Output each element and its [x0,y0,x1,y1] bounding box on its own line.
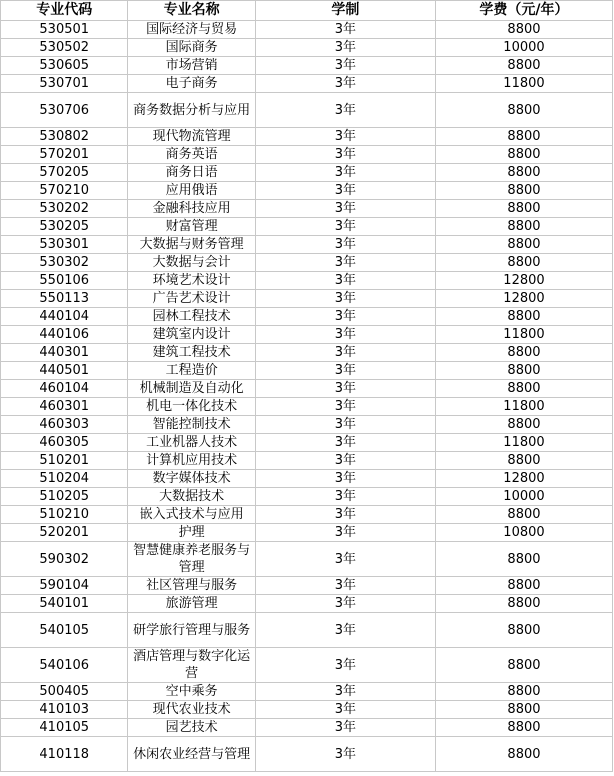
cell-duration: 3年 [255,613,435,648]
table-row [1,326,613,344]
cell-duration: 3年 [255,146,435,164]
cell-tuition: 8800 [435,701,612,719]
cell-major: 智慧健康养老服务与管理 [128,542,255,577]
cell-tuition: 8800 [435,128,612,146]
cell-duration: 3年 [255,236,435,254]
cell-tuition: 8800 [435,146,612,164]
table-row [1,577,613,595]
cell-major: 大数据技术 [128,488,255,506]
cell-tuition: 8800 [435,21,612,39]
cell-duration: 3年 [255,308,435,326]
cell-code: 530802 [1,128,128,146]
table-row [1,146,613,164]
cell-duration: 3年 [255,218,435,236]
cell-duration: 3年 [255,75,435,93]
cell-duration: 3年 [255,488,435,506]
cell-code: 510201 [1,452,128,470]
cell-code: 540101 [1,595,128,613]
cell-major: 机械制造及自动化 [128,380,255,398]
cell-code: 530701 [1,75,128,93]
cell-code: 530302 [1,254,128,272]
table-row [1,93,613,128]
cell-code: 520201 [1,524,128,542]
cell-duration: 3年 [255,577,435,595]
cell-code: 500405 [1,683,128,701]
cell-duration: 3年 [255,21,435,39]
cell-tuition: 8800 [435,613,612,648]
table-row [1,542,613,577]
cell-code: 570210 [1,182,128,200]
cell-duration: 3年 [255,452,435,470]
cell-major: 研学旅行管理与服务 [128,613,255,648]
cell-tuition: 8800 [435,93,612,128]
table-row [1,719,613,737]
cell-tuition: 8800 [435,200,612,218]
table-row [1,470,613,488]
cell-major: 空中乘务 [128,683,255,701]
table-row [1,164,613,182]
cell-tuition: 8800 [435,362,612,380]
cell-major: 智能控制技术 [128,416,255,434]
cell-code: 570201 [1,146,128,164]
cell-major: 国际商务 [128,39,255,57]
cell-tuition: 10800 [435,524,612,542]
cell-major: 大数据与会计 [128,254,255,272]
cell-tuition: 11800 [435,326,612,344]
cell-major: 广告艺术设计 [128,290,255,308]
table-row [1,701,613,719]
cell-code: 530202 [1,200,128,218]
cell-tuition: 8800 [435,416,612,434]
cell-duration: 3年 [255,326,435,344]
cell-duration: 3年 [255,57,435,75]
table-row [1,182,613,200]
cell-duration: 3年 [255,182,435,200]
table-row [1,737,613,772]
cell-code: 510205 [1,488,128,506]
cell-tuition: 8800 [435,719,612,737]
cell-duration: 3年 [255,290,435,308]
cell-tuition: 8800 [435,344,612,362]
table-row [1,683,613,701]
table-row [1,434,613,452]
cell-duration: 3年 [255,701,435,719]
table-row [1,128,613,146]
table-row [1,613,613,648]
cell-tuition: 8800 [435,57,612,75]
table-row [1,362,613,380]
cell-duration: 3年 [255,254,435,272]
cell-duration: 3年 [255,200,435,218]
cell-major: 商务英语 [128,146,255,164]
table-row [1,236,613,254]
cell-tuition: 11800 [435,398,612,416]
cell-code: 530502 [1,39,128,57]
table-body [1,21,613,772]
table-row [1,524,613,542]
table-row [1,398,613,416]
cell-tuition: 8800 [435,595,612,613]
table-row [1,290,613,308]
cell-major: 金融科技应用 [128,200,255,218]
cell-code: 460104 [1,380,128,398]
cell-major: 财富管理 [128,218,255,236]
table-row [1,200,613,218]
table-row [1,488,613,506]
cell-duration: 3年 [255,470,435,488]
cell-tuition: 8800 [435,218,612,236]
cell-tuition: 8800 [435,737,612,772]
cell-code: 540106 [1,648,128,683]
cell-major: 环境艺术设计 [128,272,255,290]
cell-code: 540105 [1,613,128,648]
cell-tuition: 10000 [435,39,612,57]
cell-code: 440106 [1,326,128,344]
cell-major: 护理 [128,524,255,542]
cell-duration: 3年 [255,380,435,398]
cell-major: 机电一体化技术 [128,398,255,416]
cell-duration: 3年 [255,39,435,57]
cell-code: 530301 [1,236,128,254]
table-row [1,272,613,290]
cell-code: 530605 [1,57,128,75]
table-row [1,21,613,39]
cell-code: 530501 [1,21,128,39]
cell-tuition: 12800 [435,470,612,488]
cell-tuition: 8800 [435,236,612,254]
cell-major: 商务日语 [128,164,255,182]
cell-duration: 3年 [255,737,435,772]
cell-tuition: 8800 [435,164,612,182]
cell-major: 现代农业技术 [128,701,255,719]
table-row [1,595,613,613]
cell-code: 410105 [1,719,128,737]
cell-major: 休闲农业经营与管理 [128,737,255,772]
cell-duration: 3年 [255,434,435,452]
cell-major: 市场营销 [128,57,255,75]
cell-code: 550106 [1,272,128,290]
table-row [1,506,613,524]
cell-code: 410118 [1,737,128,772]
cell-tuition: 8800 [435,542,612,577]
cell-code: 510204 [1,470,128,488]
cell-duration: 3年 [255,542,435,577]
cell-tuition: 11800 [435,75,612,93]
header-tuition: 学费（元/年） [435,1,612,21]
cell-major: 建筑室内设计 [128,326,255,344]
cell-duration: 3年 [255,524,435,542]
cell-code: 460305 [1,434,128,452]
table-row [1,648,613,683]
cell-major: 嵌入式技术与应用 [128,506,255,524]
cell-tuition: 8800 [435,506,612,524]
cell-duration: 3年 [255,595,435,613]
cell-code: 460303 [1,416,128,434]
cell-duration: 3年 [255,272,435,290]
cell-duration: 3年 [255,506,435,524]
cell-code: 510210 [1,506,128,524]
cell-code: 550113 [1,290,128,308]
cell-major: 旅游管理 [128,595,255,613]
header-row [1,1,613,21]
header-code: 专业代码 [1,1,128,21]
cell-major: 数字媒体技术 [128,470,255,488]
cell-tuition: 12800 [435,290,612,308]
cell-major: 应用俄语 [128,182,255,200]
cell-tuition: 12800 [435,272,612,290]
cell-major: 国际经济与贸易 [128,21,255,39]
cell-major: 现代物流管理 [128,128,255,146]
cell-duration: 3年 [255,93,435,128]
cell-major: 园艺技术 [128,719,255,737]
cell-duration: 3年 [255,683,435,701]
cell-major: 大数据与财务管理 [128,236,255,254]
cell-code: 590302 [1,542,128,577]
table-row [1,57,613,75]
cell-code: 440301 [1,344,128,362]
cell-tuition: 11800 [435,434,612,452]
header-duration: 学制 [255,1,435,21]
table-row [1,75,613,93]
table-row [1,218,613,236]
table-row [1,308,613,326]
cell-code: 590104 [1,577,128,595]
cell-major: 电子商务 [128,75,255,93]
cell-duration: 3年 [255,398,435,416]
cell-major: 工业机器人技术 [128,434,255,452]
table-row [1,452,613,470]
cell-code: 530706 [1,93,128,128]
cell-code: 530205 [1,218,128,236]
cell-tuition: 10000 [435,488,612,506]
cell-duration: 3年 [255,344,435,362]
cell-duration: 3年 [255,719,435,737]
table-row [1,39,613,57]
cell-tuition: 8800 [435,452,612,470]
cell-major: 建筑工程技术 [128,344,255,362]
cell-code: 570205 [1,164,128,182]
cell-major: 工程造价 [128,362,255,380]
cell-tuition: 8800 [435,380,612,398]
cell-major: 社区管理与服务 [128,577,255,595]
cell-duration: 3年 [255,164,435,182]
cell-code: 440104 [1,308,128,326]
cell-major: 酒店管理与数字化运营 [128,648,255,683]
cell-major: 园林工程技术 [128,308,255,326]
cell-tuition: 8800 [435,308,612,326]
cell-tuition: 8800 [435,683,612,701]
cell-tuition: 8800 [435,182,612,200]
header-major: 专业名称 [128,1,255,21]
table-row [1,344,613,362]
cell-duration: 3年 [255,128,435,146]
cell-major: 计算机应用技术 [128,452,255,470]
cell-code: 440501 [1,362,128,380]
cell-major: 商务数据分析与应用 [128,93,255,128]
cell-code: 410103 [1,701,128,719]
cell-tuition: 8800 [435,648,612,683]
cell-duration: 3年 [255,362,435,380]
cell-duration: 3年 [255,416,435,434]
cell-tuition: 8800 [435,577,612,595]
table-row [1,380,613,398]
cell-code: 460301 [1,398,128,416]
cell-tuition: 8800 [435,254,612,272]
table-row [1,254,613,272]
cell-duration: 3年 [255,648,435,683]
table-row [1,416,613,434]
